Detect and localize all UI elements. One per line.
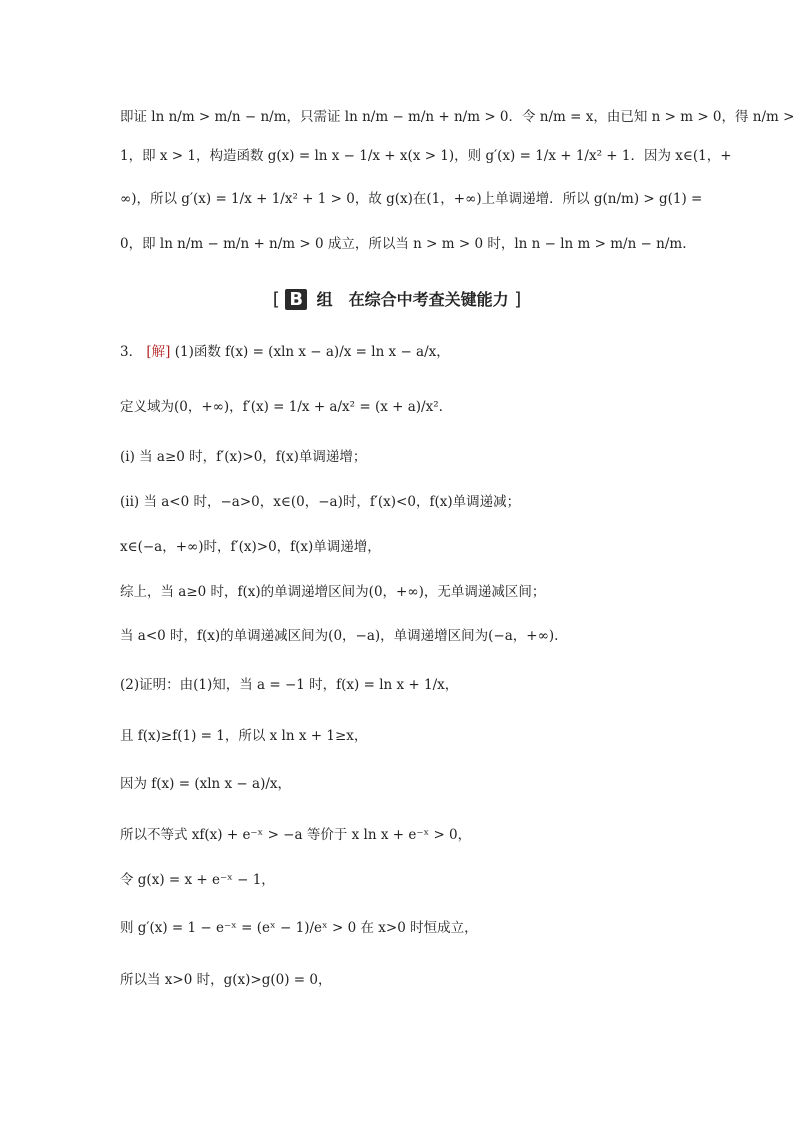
close-bracket: ] <box>514 289 522 310</box>
intro-line-1: 即证 ln n/m > m/n − n/m，只需证 ln n/m − m/n + n/m > 0．令 n/m = x，由已知 n > m > 0，得 n/m > <box>120 109 794 125</box>
solution-tag: [解] <box>146 344 171 360</box>
intro-line-3: ∞)，所以 g′(x) = 1/x + 1/x² + 1 > 0，故 g(x)在(1，+∞)上单调递增．所以 g(n/m) > g(1) = <box>120 191 703 207</box>
solution-line-5: 综上，当 a≥0 时，f(x)的单调递增区间为(0，+∞)，无单调递减区间； <box>120 584 546 600</box>
solution-line-12: 则 g′(x) = 1 − e⁻ˣ = (eˣ − 1)/eˣ > 0 在 x>0 时恒成立， <box>120 920 478 936</box>
intro-line-4: 0，即 ln n/m − m/n + n/m > 0 成立，所以当 n > m > 0 时，ln n − ln m > m/n − n/m. <box>120 236 687 252</box>
solution-line-9: 因为 f(x) = (xln x − a)/x， <box>120 776 291 792</box>
solution-line-3: (ii) 当 a<0 时，−a>0，x∈(0，−a)时，f′(x)<0，f(x)单调递减； <box>120 494 521 510</box>
section-badge: B <box>285 289 307 310</box>
solution-line-7: (2)证明：由(1)知，当 a = −1 时，f(x) = ln x + 1/x， <box>120 677 459 693</box>
section-heading <box>0 287 794 310</box>
problem-3-header <box>120 342 450 362</box>
solution-line-2: (i) 当 a≥0 时，f′(x)>0，f(x)单调递增； <box>120 449 367 465</box>
solution-line-1: 定义域为(0，+∞)，f′(x) = 1/x + a/x² = (x + a)/x². <box>120 399 443 415</box>
solution-line-6: 当 a<0 时，f(x)的单调递减区间为(0，−a)，单调递增区间为(−a，+∞). <box>120 628 559 644</box>
solution-line-11: 令 g(x) = x + e⁻ˣ − 1， <box>120 872 275 888</box>
solution-line-10: 所以不等式 xf(x) + e⁻ˣ > −a 等价于 x ln x + e⁻ˣ > 0， <box>120 827 472 843</box>
problem-number: 3． <box>120 344 143 360</box>
solution-line-8: 且 f(x)≥f(1) = 1，所以 x ln x + 1≥x， <box>120 728 368 744</box>
solution-line-13: 所以当 x>0 时，g(x)>g(0) = 0， <box>120 972 332 988</box>
open-bracket: [ <box>272 289 280 310</box>
problem-first-line: (1)函数 f(x) = (xln x − a)/x = ln x − a/x， <box>174 344 450 360</box>
solution-line-4: x∈(−a，+∞)时，f′(x)>0，f(x)单调递增， <box>120 539 381 555</box>
intro-line-2: 1，即 x > 1，构造函数 g(x) = ln x − 1/x + x(x > 1)，则 g′(x) = 1/x + 1/x² + 1．因为 x∈(1，+ <box>120 148 732 164</box>
section-title: 组 在综合中考查关键能力 <box>316 290 509 309</box>
